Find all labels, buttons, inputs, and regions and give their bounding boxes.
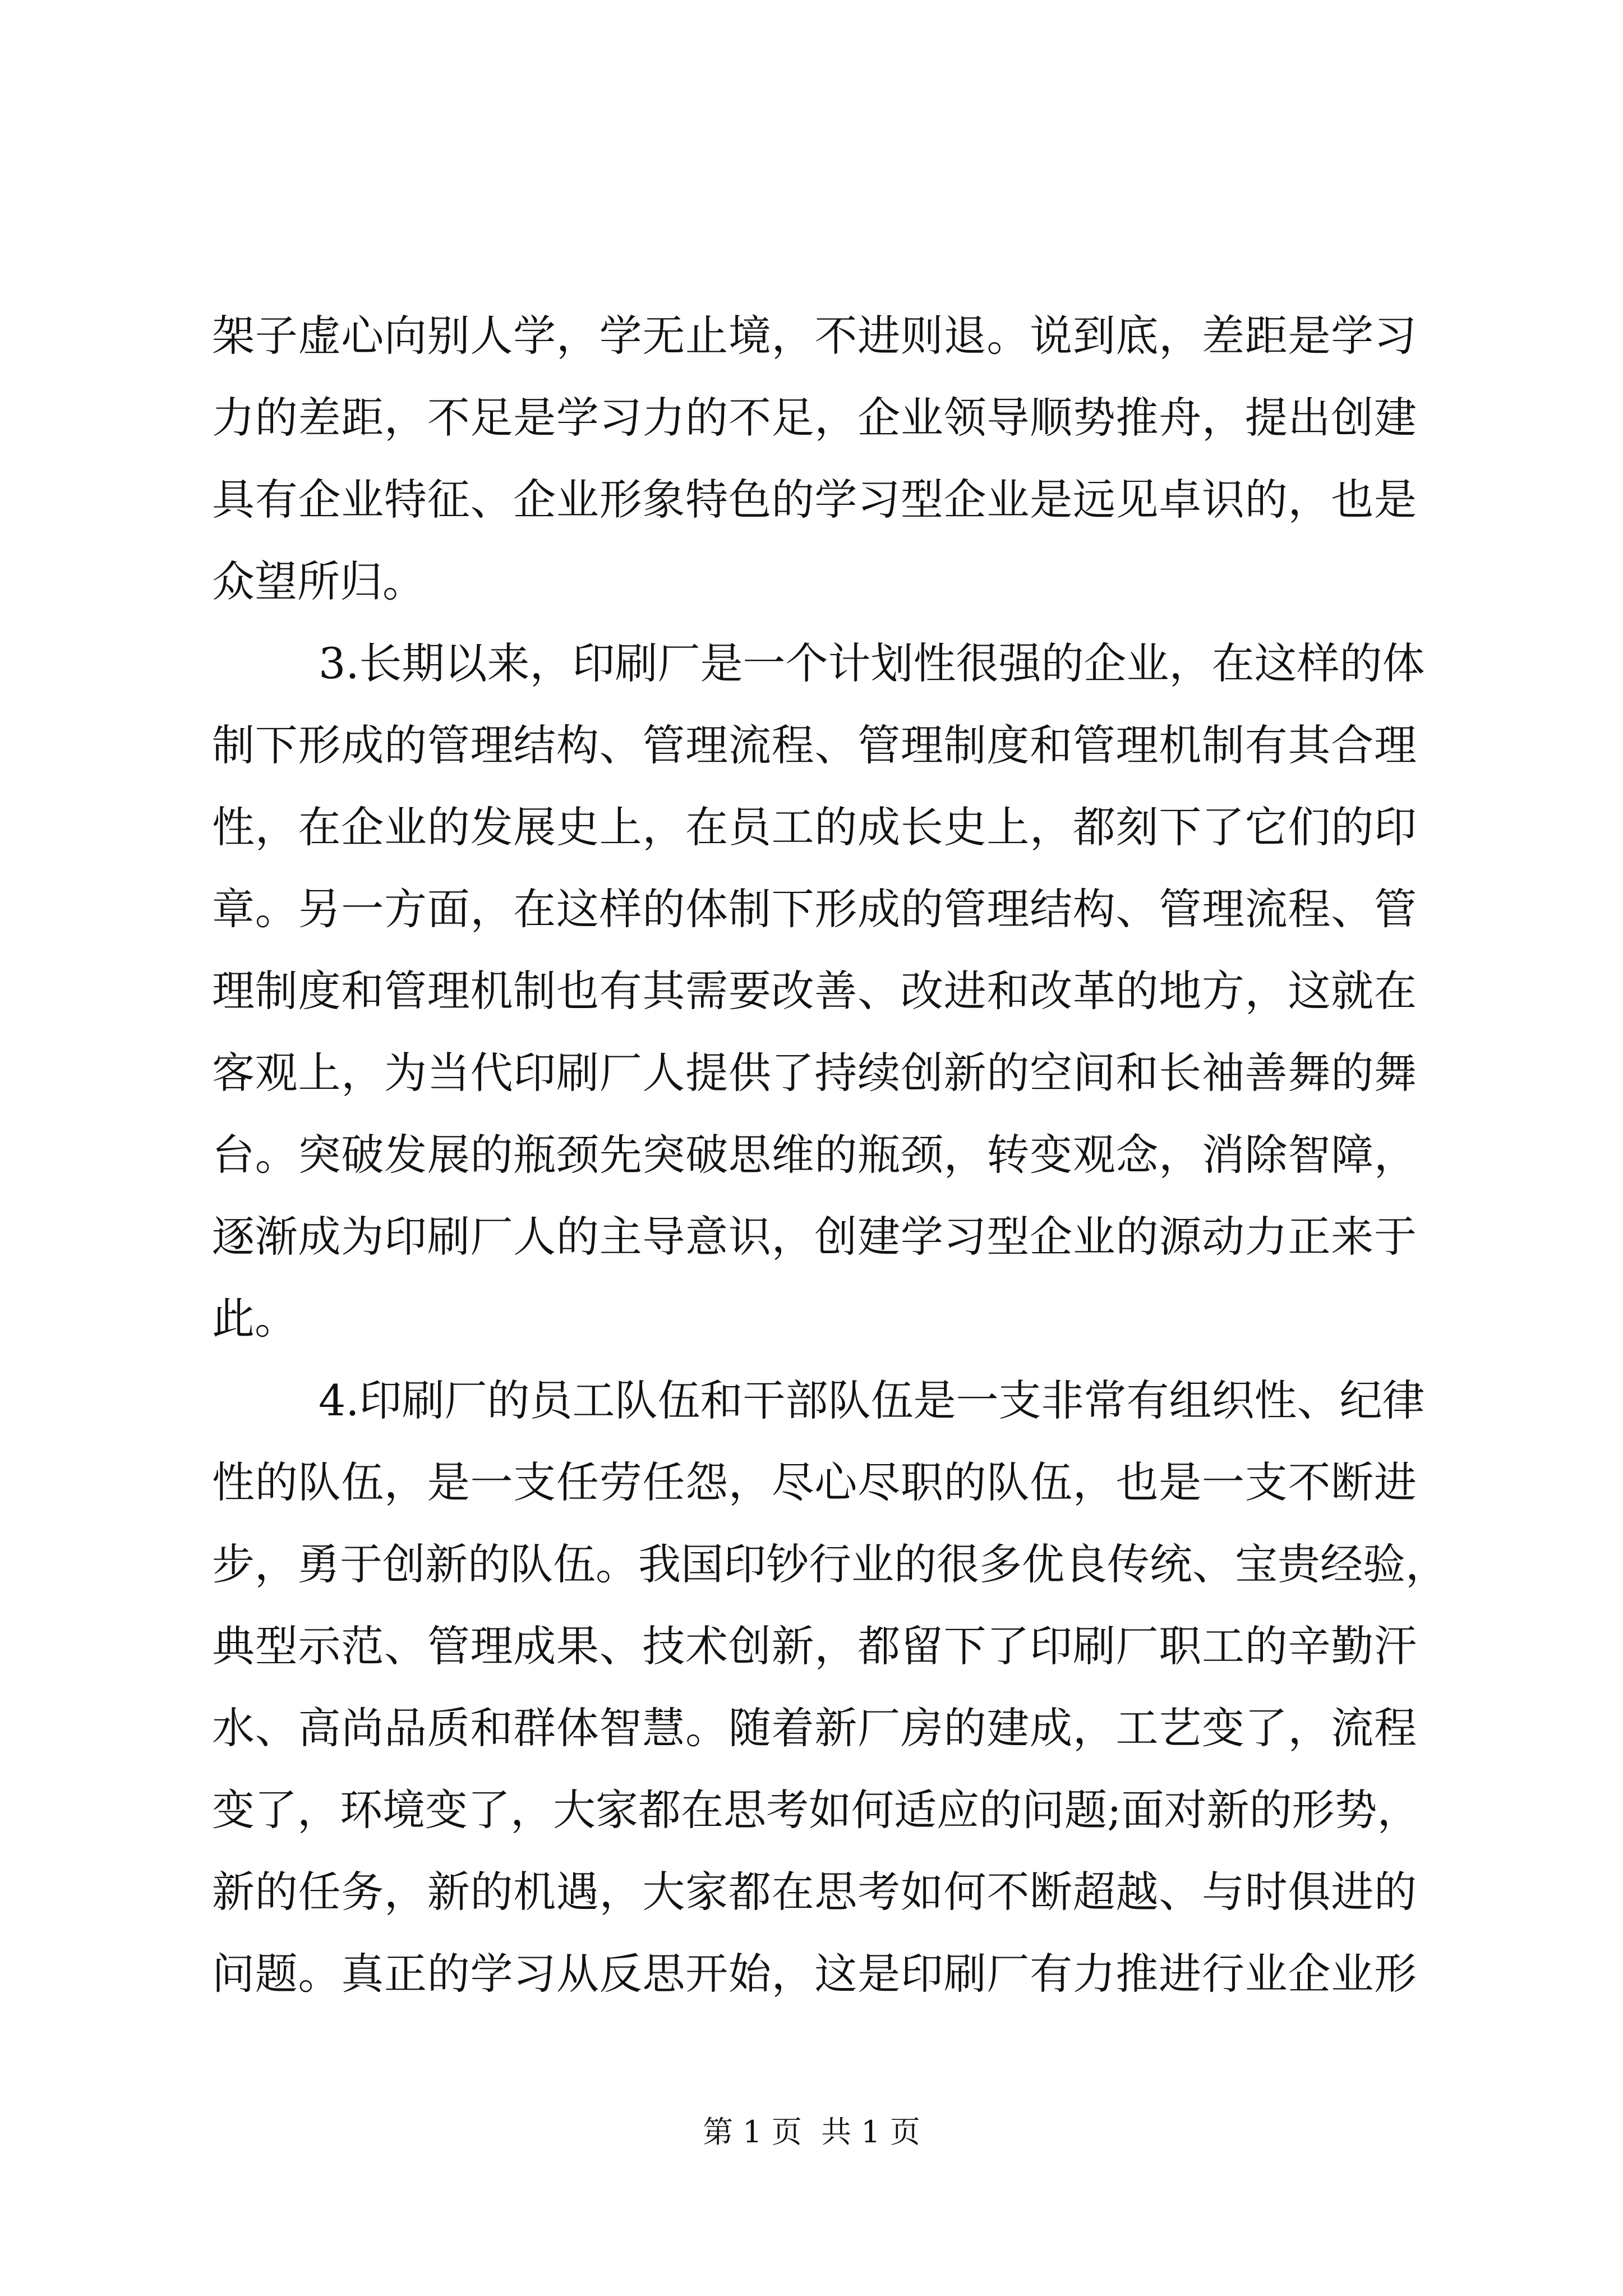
paragraph-2 [212,623,1425,1360]
text-line: 变了，环境变了，大家都在思考如何适应的问题;面对新的形势， [212,1785,1420,1835]
text-line: 理制度和管理机制也有其需要改善、改进和改革的地方，这就在 [212,966,1417,1016]
text-line: 3.长期以来，印刷厂是一个计划性很强的企业，在这样的体 [319,638,1425,688]
text-line: 此。 [212,1294,297,1343]
text-line: 制下形成的管理结构、管理流程、管理制度和管理机制有其合理 [212,720,1417,770]
text-line: 逐渐成为印刷厂人的主导意识，创建学习型企业的源动力正来于 [212,1212,1417,1262]
text-line: 新的任务，新的机遇，大家都在思考如何不断超越、与时俱进的 [212,1867,1417,1917]
text-line: 问题。真正的学习从反思开始，这是印刷厂有力推进行业企业形 [212,1949,1417,1999]
text-line: 水、高尚品质和群体智慧。随着新厂房的建成，工艺变了，流程 [212,1703,1417,1753]
paragraph-1 [212,295,1417,623]
page-footer: 第 1 页 共 1 页 [703,2114,920,2150]
text-line: 性的队伍，是一支任劳任怨，尽心尽职的队伍，也是一支不断进 [212,1457,1417,1507]
document-body [212,295,1448,2015]
text-line: 客观上，为当代印刷厂人提供了持续创新的空间和长袖善舞的舞 [212,1048,1417,1098]
text-line: 性，在企业的发展史上，在员工的成长史上，都刻下了它们的印 [212,802,1417,852]
text-line: 力的差距，不足是学习力的不足，企业领导顺势推舟，提出创建 [212,393,1417,443]
text-line: 架子虚心向别人学，学无止境，不进则退。说到底，差距是学习 [212,311,1417,361]
text-line: 步，勇于创新的队伍。我国印钞行业的很多优良传统、宝贵经验， [212,1539,1448,1589]
text-line: 台。突破发展的瓶颈先突破思维的瓶颈，转变观念，消除智障， [212,1130,1417,1180]
text-line: 章。另一方面，在这样的体制下形成的管理结构、管理流程、管 [212,884,1417,934]
text-line: 4.印刷厂的员工队伍和干部队伍是一支非常有组织性、纪律 [319,1375,1425,1425]
text-line: 众望所归。 [212,556,425,606]
paragraph-3 [212,1360,1448,2015]
text-line: 典型示范、管理成果、技术创新，都留下了印刷厂职工的辛勤汗 [212,1621,1417,1671]
text-line: 具有企业特征、企业形象特色的学习型企业是远见卓识的，也是 [212,475,1417,524]
